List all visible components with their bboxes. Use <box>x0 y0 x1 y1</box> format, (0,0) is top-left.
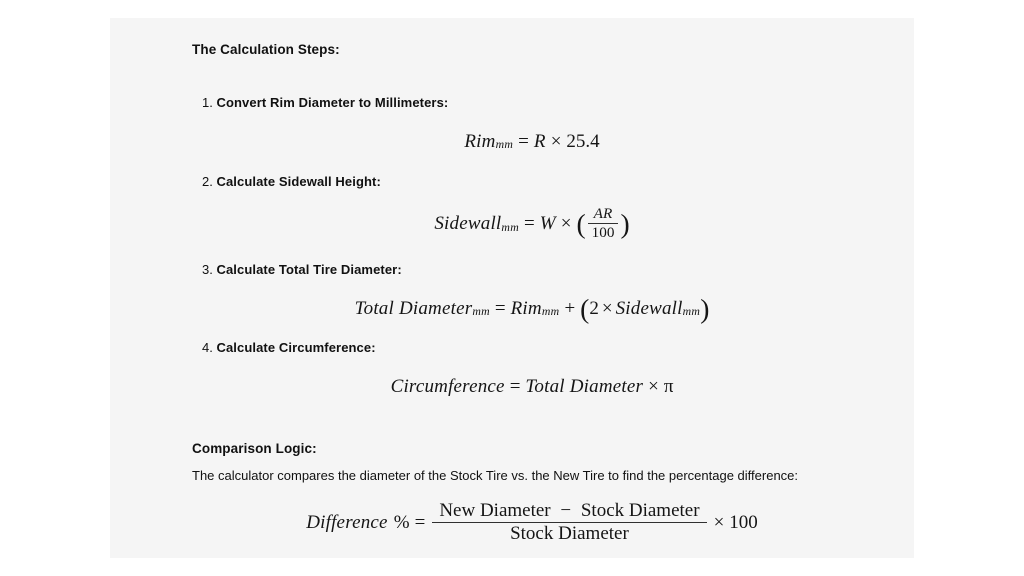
step-number: 4. <box>202 339 213 355</box>
equals-sign: = <box>414 512 426 534</box>
formula-total-lhs: Total Diameter <box>354 297 473 319</box>
step-item-2 <box>192 174 872 189</box>
formula-difference-percent <box>192 501 872 545</box>
equals-sign: = <box>509 375 521 397</box>
times-sign: × <box>560 213 572 235</box>
formula-circumference <box>192 377 872 397</box>
times-sign: × <box>648 375 659 397</box>
formula-total-term-sidewall: Sidewall <box>615 297 683 319</box>
formula-circumference-rhs: Total Diameter <box>525 375 644 397</box>
formula-difference-lhs: Difference <box>306 512 388 534</box>
formula-rim-lhs-subscript: mm <box>495 138 514 152</box>
formula-total-lhs-subscript: mm <box>472 304 490 318</box>
step-label: Calculate Total Tire Diameter: <box>216 261 402 277</box>
formula-total-diameter: Total Diameter mm = Rim mm + ( 2 × Sidewall mm ) <box>354 292 710 324</box>
fraction-denominator: Stock Diameter <box>510 523 629 545</box>
formula-total-factor: 2 <box>589 297 599 319</box>
step-item-4 <box>192 340 872 355</box>
document-content <box>192 34 872 545</box>
step-label: Calculate Sidewall Height: <box>216 174 381 189</box>
equals-sign: = <box>524 213 535 235</box>
formula-difference-multiplier: 100 <box>729 512 758 534</box>
formula-sidewall-variable: W <box>539 213 556 235</box>
plus-sign: + <box>564 297 576 319</box>
fraction-difference <box>432 501 706 545</box>
numerator-stock-diameter: Stock Diameter <box>580 499 700 521</box>
step-number: 2. <box>202 174 213 189</box>
equals-sign: = <box>518 131 529 152</box>
fraction-numerator <box>432 501 706 523</box>
formula-rim-variable: R <box>533 131 546 152</box>
times-sign: × <box>601 297 613 319</box>
fraction-denominator: 100 <box>591 224 615 242</box>
formula-sidewall-lhs-subscript: mm <box>501 220 519 234</box>
percent-sign: % <box>393 512 410 534</box>
document-panel <box>110 18 914 558</box>
step-number: 3. <box>202 261 213 277</box>
fraction-numerator: AR <box>593 205 613 222</box>
comparison-logic-heading: Comparison Logic: <box>192 440 317 456</box>
formula-rim-mm <box>192 132 872 152</box>
fraction-aspect-ratio <box>588 206 619 242</box>
pi-symbol: π <box>663 375 674 397</box>
equals-sign: = <box>494 297 506 319</box>
comparison-logic-paragraph: The calculator compares the diameter of the Stock Tire vs. the New Tire to find the percentage difference: <box>192 467 799 483</box>
step-item-3 <box>192 262 872 277</box>
calculation-steps-heading: The Calculation Steps: <box>192 42 340 57</box>
formula-circumference-lhs: Circumference <box>390 375 505 397</box>
formula-total-term-sidewall-subscript: mm <box>682 304 701 318</box>
formula-sidewall-lhs: Sidewall <box>434 213 502 235</box>
formula-total-term-rim: Rim <box>510 297 542 319</box>
step-label: Calculate Circumference: <box>216 339 376 355</box>
formula-rim-lhs: Rim <box>464 131 496 152</box>
times-sign: × <box>713 512 725 534</box>
formula-sidewall-mm: Sidewall mm = W × ( $\frac{AR}{100}$ ) <box>434 205 630 242</box>
times-sign: × <box>550 131 562 152</box>
formula-total-term-rim-subscript: mm <box>541 304 560 318</box>
formula-rim-constant: 25.4 <box>566 131 600 152</box>
minus-sign: − <box>560 499 572 521</box>
step-number: 1. <box>202 95 213 110</box>
numerator-new-diameter: New Diameter <box>439 499 551 521</box>
step-item-1 <box>192 95 872 110</box>
step-label: Convert Rim Diameter to Millimeters: <box>216 95 449 110</box>
